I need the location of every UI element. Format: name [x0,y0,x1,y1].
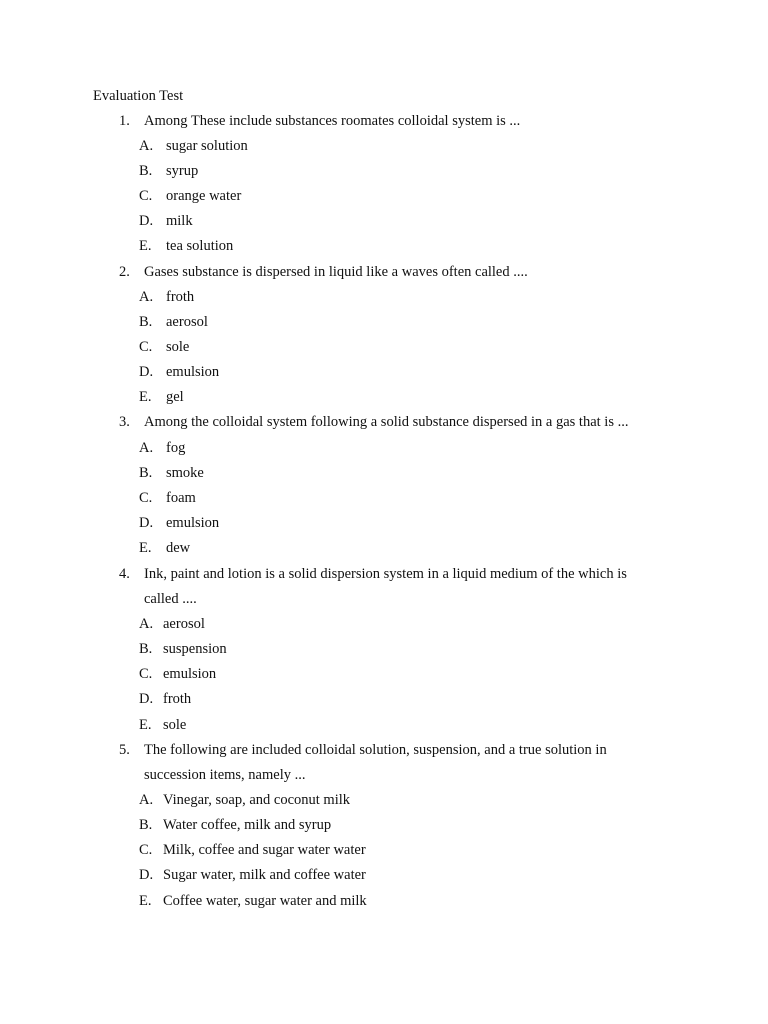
option-letter: D. [139,867,154,883]
option-text: dew [166,540,191,556]
option-text: orange water [166,188,242,204]
question-number: 2. [119,264,130,280]
option-letter: A. [139,616,154,632]
question-number: 1. [119,113,130,129]
option-text: emulsion [166,364,220,380]
option-text: froth [166,289,195,305]
option-letter: C. [139,188,153,204]
option-letter: A. [139,138,154,154]
option-text: sole [166,339,190,355]
option-letter: B. [139,641,153,657]
question-text: Gases substance is dispersed in liquid like a waves often called .... [144,264,528,280]
option-text: sugar solution [166,138,248,154]
option-text: aerosol [166,314,208,330]
option-letter: B. [139,314,153,330]
option-text: Coffee water, sugar water and milk [163,893,367,909]
option-letter: E. [139,540,152,556]
question-text: The following are included colloidal solution, suspension, and a true solution in [144,742,607,758]
option-letter: C. [139,666,153,682]
option-text: froth [163,691,192,707]
option-letter: A. [139,792,154,808]
option-letter: C. [139,490,153,506]
option-text: Vinegar, soap, and coconut milk [163,792,350,808]
option-text: smoke [166,465,204,481]
option-text: fog [166,440,186,456]
option-text: milk [166,213,193,229]
option-letter: C. [139,842,153,858]
option-text: emulsion [166,515,220,531]
option-letter: B. [139,163,153,179]
option-letter: D. [139,515,154,531]
option-text: sole [163,717,187,733]
option-letter: A. [139,289,154,305]
option-letter: C. [139,339,153,355]
document-title: Evaluation Test [93,88,184,104]
option-letter: E. [139,717,152,733]
option-text: Sugar water, milk and coffee water [163,867,366,883]
option-letter: E. [139,238,152,254]
option-text: Water coffee, milk and syrup [163,817,332,833]
option-letter: A. [139,440,154,456]
option-text: foam [166,490,196,506]
option-letter: B. [139,465,153,481]
option-letter: D. [139,213,154,229]
question-text: Among the colloidal system following a solid substance dispersed in a gas that is ... [144,414,629,430]
option-text: emulsion [163,666,217,682]
option-letter: E. [139,389,152,405]
option-letter: D. [139,691,154,707]
question-number: 5. [119,742,130,758]
question-text: Among These include substances roomates colloidal system is ... [144,113,521,129]
option-text: aerosol [163,616,205,632]
question-text: Ink, paint and lotion is a solid dispersion system in a liquid medium of the which is [144,566,627,582]
option-text: suspension [163,641,227,657]
option-letter: E. [139,893,152,909]
question-4-continuation: called .... [144,591,197,607]
option-text: tea solution [166,238,234,254]
option-text: Milk, coffee and sugar water water [163,842,366,858]
option-letter: B. [139,817,153,833]
option-letter: D. [139,364,154,380]
option-text: gel [166,389,184,405]
question-number: 3. [119,414,130,430]
option-text: syrup [166,163,199,179]
question-5-continuation: succession items, namely ... [144,767,306,783]
question-number: 4. [119,566,130,582]
